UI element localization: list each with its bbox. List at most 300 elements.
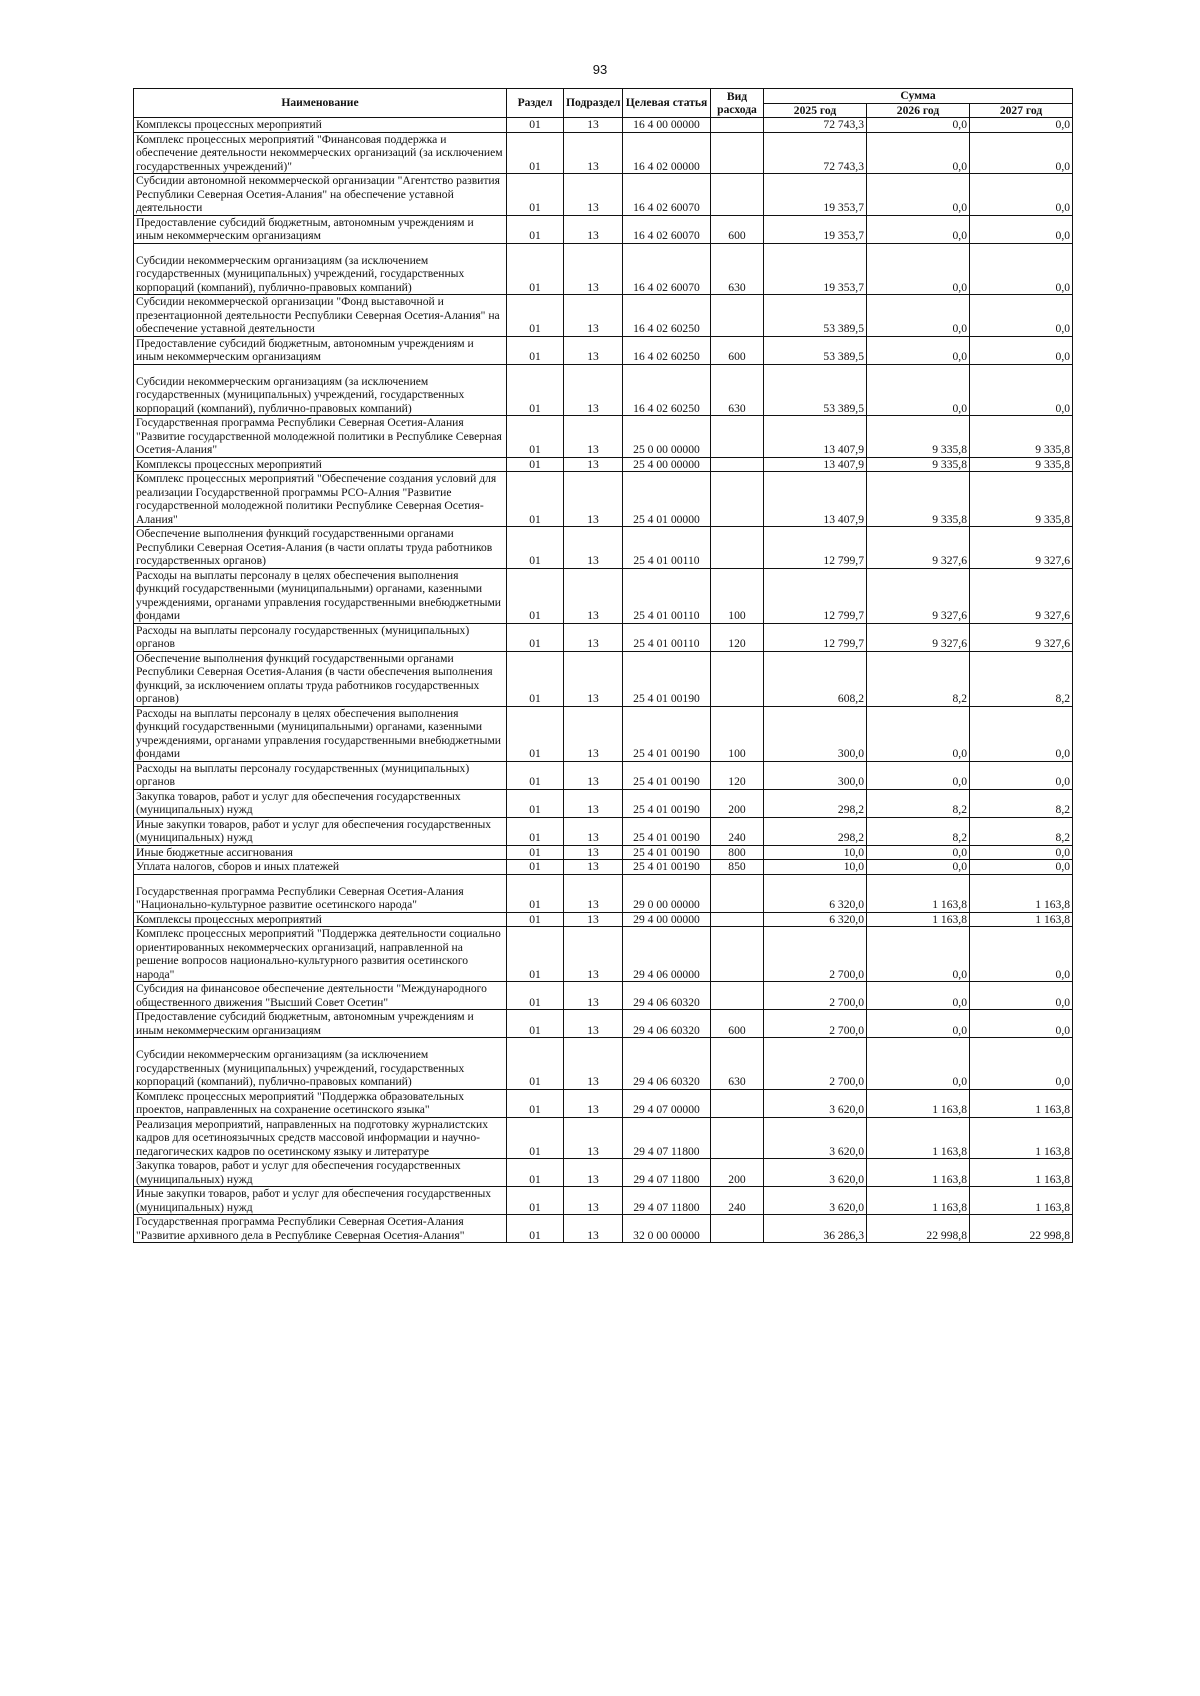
row-2027: 0,0 [970, 132, 1073, 174]
row-name: Комплексы процессных мероприятий [134, 118, 507, 133]
row-vid: 800 [711, 845, 764, 860]
row-2027: 0,0 [970, 336, 1073, 364]
table-row [134, 364, 1073, 416]
row-2027: 9 327,6 [970, 623, 1073, 651]
row-razdel: 01 [507, 457, 564, 472]
row-2025: 12 799,7 [764, 623, 867, 651]
row-razdel: 01 [507, 472, 564, 527]
row-target: 29 0 00 00000 [623, 874, 711, 912]
table-row [134, 912, 1073, 927]
row-name: Комплекс процессных мероприятий "Финансовая поддержка и обеспечение деятельности некоммерческих организаций (за исключением государственных учреждений)" [134, 132, 507, 174]
row-razdel: 01 [507, 364, 564, 416]
row-razdel: 01 [507, 132, 564, 174]
row-2026: 8,2 [867, 789, 970, 817]
row-name: Комплексы процессных мероприятий [134, 457, 507, 472]
row-target: 29 4 07 11800 [623, 1117, 711, 1159]
row-2026: 0,0 [867, 118, 970, 133]
row-vid: 120 [711, 761, 764, 789]
row-target: 16 4 02 60250 [623, 295, 711, 337]
row-target: 25 4 01 00190 [623, 860, 711, 875]
header-2027: 2027 год [970, 103, 1073, 118]
row-2026: 9 335,8 [867, 416, 970, 458]
row-target: 29 4 06 00000 [623, 927, 711, 982]
header-2025: 2025 год [764, 103, 867, 118]
row-razdel: 01 [507, 912, 564, 927]
table-row [134, 982, 1073, 1010]
row-2025: 2 700,0 [764, 1038, 867, 1090]
row-name: Обеспечение выполнения функций государственными органами Республики Северная Осетия-Алания (в части оплаты труда работников государственных органов) [134, 527, 507, 569]
row-name: Субсидии некоммерческим организациям (за исключением государственных (муниципальных) учреждений, государственных корпораций (компаний), публично-правовых компаний) [134, 1038, 507, 1090]
row-2027: 0,0 [970, 706, 1073, 761]
row-target: 32 0 00 00000 [623, 1215, 711, 1243]
row-2026: 0,0 [867, 860, 970, 875]
row-vid [711, 118, 764, 133]
row-razdel: 01 [507, 761, 564, 789]
row-2025: 298,2 [764, 817, 867, 845]
row-2026: 0,0 [867, 174, 970, 216]
row-razdel: 01 [507, 1089, 564, 1117]
table-row [134, 1187, 1073, 1215]
header-vid: Вид расхода [711, 89, 764, 118]
row-podrazdel: 13 [564, 927, 623, 982]
row-razdel: 01 [507, 174, 564, 216]
table-row [134, 118, 1073, 133]
row-target: 29 4 06 60320 [623, 1038, 711, 1090]
row-2025: 6 320,0 [764, 912, 867, 927]
row-razdel: 01 [507, 623, 564, 651]
row-razdel: 01 [507, 1159, 564, 1187]
row-vid: 240 [711, 1187, 764, 1215]
row-podrazdel: 13 [564, 874, 623, 912]
row-2026: 1 163,8 [867, 1159, 970, 1187]
row-target: 16 4 02 60250 [623, 336, 711, 364]
row-podrazdel: 13 [564, 860, 623, 875]
table-row [134, 1159, 1073, 1187]
row-razdel: 01 [507, 243, 564, 295]
row-2025: 72 743,3 [764, 118, 867, 133]
row-name: Государственная программа Республики Северная Осетия-Алания "Развитие архивного дела в Республике Северная Осетия-Алания" [134, 1215, 507, 1243]
row-target: 25 4 01 00110 [623, 527, 711, 569]
row-vid [711, 527, 764, 569]
row-vid: 240 [711, 817, 764, 845]
row-podrazdel: 13 [564, 295, 623, 337]
row-name: Комплексы процессных мероприятий [134, 912, 507, 927]
row-2025: 6 320,0 [764, 874, 867, 912]
table-row [134, 623, 1073, 651]
row-podrazdel: 13 [564, 706, 623, 761]
row-name: Субсидии автономной некоммерческой организации "Агентство развития Республики Северная Осетия-Алания" на обеспечение уставной деятельности [134, 174, 507, 216]
row-vid [711, 295, 764, 337]
row-name: Предоставление субсидий бюджетным, автономным учреждениям и иным некоммерческим организациям [134, 215, 507, 243]
row-target: 29 4 07 00000 [623, 1089, 711, 1117]
row-podrazdel: 13 [564, 174, 623, 216]
row-2026: 0,0 [867, 295, 970, 337]
row-vid [711, 982, 764, 1010]
table-row [134, 527, 1073, 569]
row-2026: 9 327,6 [867, 623, 970, 651]
row-vid: 100 [711, 706, 764, 761]
row-vid: 600 [711, 336, 764, 364]
table-row [134, 336, 1073, 364]
row-podrazdel: 13 [564, 1159, 623, 1187]
row-2027: 0,0 [970, 927, 1073, 982]
row-2027: 9 327,6 [970, 568, 1073, 623]
row-podrazdel: 13 [564, 215, 623, 243]
row-2026: 9 327,6 [867, 568, 970, 623]
row-2027: 0,0 [970, 761, 1073, 789]
table-row [134, 1010, 1073, 1038]
row-2026: 0,0 [867, 215, 970, 243]
row-target: 29 4 00 00000 [623, 912, 711, 927]
row-2027: 1 163,8 [970, 874, 1073, 912]
row-name: Иные бюджетные ассигнования [134, 845, 507, 860]
table-row [134, 457, 1073, 472]
row-2025: 19 353,7 [764, 174, 867, 216]
row-target: 16 4 00 00000 [623, 118, 711, 133]
row-name: Предоставление субсидий бюджетным, автономным учреждениям и иным некоммерческим организациям [134, 1010, 507, 1038]
table-row [134, 789, 1073, 817]
row-2027: 1 163,8 [970, 912, 1073, 927]
row-razdel: 01 [507, 651, 564, 706]
row-razdel: 01 [507, 1187, 564, 1215]
row-vid [711, 874, 764, 912]
row-target: 25 4 01 00190 [623, 789, 711, 817]
row-razdel: 01 [507, 336, 564, 364]
row-vid [711, 927, 764, 982]
row-vid [711, 912, 764, 927]
row-2027: 0,0 [970, 1038, 1073, 1090]
table-row [134, 1117, 1073, 1159]
row-podrazdel: 13 [564, 527, 623, 569]
row-2025: 608,2 [764, 651, 867, 706]
row-2026: 9 335,8 [867, 457, 970, 472]
header-name: Наименование [134, 89, 507, 118]
row-razdel: 01 [507, 706, 564, 761]
row-podrazdel: 13 [564, 845, 623, 860]
row-target: 25 4 01 00110 [623, 568, 711, 623]
row-2025: 2 700,0 [764, 927, 867, 982]
row-2025: 300,0 [764, 761, 867, 789]
row-2027: 0,0 [970, 364, 1073, 416]
row-name: Предоставление субсидий бюджетным, автономным учреждениям и иным некоммерческим организациям [134, 336, 507, 364]
row-2025: 3 620,0 [764, 1159, 867, 1187]
header-podrazdel: Подраздел [564, 89, 623, 118]
row-2027: 9 335,8 [970, 472, 1073, 527]
row-vid: 100 [711, 568, 764, 623]
row-podrazdel: 13 [564, 1038, 623, 1090]
header-celevaya: Целевая статья [623, 89, 711, 118]
row-2027: 1 163,8 [970, 1089, 1073, 1117]
row-target: 29 4 07 11800 [623, 1187, 711, 1215]
row-podrazdel: 13 [564, 568, 623, 623]
row-podrazdel: 13 [564, 364, 623, 416]
row-vid: 630 [711, 364, 764, 416]
table-row [134, 761, 1073, 789]
row-target: 25 4 01 00190 [623, 706, 711, 761]
row-name: Субсидии некоммерческой организации "Фонд выставочной и презентационной деятельности Республики Северная Осетия-Алания" на обеспечение уставной деятельности [134, 295, 507, 337]
row-name: Субсидии некоммерческим организациям (за исключением государственных (муниципальных) учреждений, государственных корпораций (компаний), публично-правовых компаний) [134, 364, 507, 416]
row-2025: 12 799,7 [764, 568, 867, 623]
row-target: 25 4 01 00190 [623, 845, 711, 860]
row-podrazdel: 13 [564, 912, 623, 927]
row-vid: 200 [711, 1159, 764, 1187]
row-target: 29 4 06 60320 [623, 1010, 711, 1038]
row-2026: 0,0 [867, 706, 970, 761]
table-row [134, 215, 1073, 243]
row-2027: 9 335,8 [970, 416, 1073, 458]
table-row [134, 706, 1073, 761]
row-razdel: 01 [507, 982, 564, 1010]
row-vid [711, 1089, 764, 1117]
row-vid [711, 457, 764, 472]
row-podrazdel: 13 [564, 416, 623, 458]
row-podrazdel: 13 [564, 789, 623, 817]
table-row [134, 860, 1073, 875]
row-target: 25 4 00 00000 [623, 457, 711, 472]
row-2027: 8,2 [970, 817, 1073, 845]
row-2025: 2 700,0 [764, 1010, 867, 1038]
row-podrazdel: 13 [564, 1010, 623, 1038]
row-podrazdel: 13 [564, 118, 623, 133]
table-row [134, 243, 1073, 295]
row-2026: 1 163,8 [867, 874, 970, 912]
row-2026: 1 163,8 [867, 1187, 970, 1215]
table-row [134, 1089, 1073, 1117]
row-razdel: 01 [507, 527, 564, 569]
table-row [134, 416, 1073, 458]
row-name: Государственная программа Республики Северная Осетия-Алания "Национально-культурное развитие осетинского народа" [134, 874, 507, 912]
row-vid [711, 1117, 764, 1159]
row-target: 25 4 01 00190 [623, 817, 711, 845]
row-podrazdel: 13 [564, 457, 623, 472]
row-vid [711, 174, 764, 216]
row-target: 25 4 01 00190 [623, 761, 711, 789]
row-vid: 200 [711, 789, 764, 817]
header-2026: 2026 год [867, 103, 970, 118]
row-vid [711, 651, 764, 706]
row-2025: 13 407,9 [764, 472, 867, 527]
row-podrazdel: 13 [564, 336, 623, 364]
row-2027: 1 163,8 [970, 1159, 1073, 1187]
table-row [134, 845, 1073, 860]
row-name: Комплекс процессных мероприятий "Поддержка образовательных проектов, направленных на сохранение осетинского языка" [134, 1089, 507, 1117]
row-2025: 19 353,7 [764, 243, 867, 295]
table-row [134, 132, 1073, 174]
row-2026: 0,0 [867, 243, 970, 295]
row-2027: 0,0 [970, 215, 1073, 243]
row-podrazdel: 13 [564, 817, 623, 845]
row-name: Субсидия на финансовое обеспечение деятельности "Международного общественного движения "Высший Совет Осетин" [134, 982, 507, 1010]
row-2025: 3 620,0 [764, 1089, 867, 1117]
row-2026: 0,0 [867, 336, 970, 364]
table-row [134, 174, 1073, 216]
table-row [134, 1215, 1073, 1243]
row-podrazdel: 13 [564, 243, 623, 295]
row-target: 16 4 02 60250 [623, 364, 711, 416]
header-razdel: Раздел [507, 89, 564, 118]
row-name: Обеспечение выполнения функций государственными органами Республики Северная Осетия-Алания (в части обеспечения выполнения функций, за исключением оплаты труда работников государственных органов) [134, 651, 507, 706]
row-vid: 600 [711, 1010, 764, 1038]
row-2025: 53 389,5 [764, 364, 867, 416]
row-2025: 72 743,3 [764, 132, 867, 174]
row-2025: 53 389,5 [764, 295, 867, 337]
row-2027: 0,0 [970, 845, 1073, 860]
row-2025: 3 620,0 [764, 1187, 867, 1215]
row-name: Расходы на выплаты персоналу государственных (муниципальных) органов [134, 761, 507, 789]
table-row [134, 472, 1073, 527]
row-name: Государственная программа Республики Северная Осетия-Алания "Развитие государственной молодежной политики в Республике Северная Осетия-Алания" [134, 416, 507, 458]
row-target: 29 4 07 11800 [623, 1159, 711, 1187]
row-target: 16 4 02 60070 [623, 215, 711, 243]
row-2025: 36 286,3 [764, 1215, 867, 1243]
row-target: 25 4 01 00110 [623, 623, 711, 651]
row-razdel: 01 [507, 789, 564, 817]
row-2027: 1 163,8 [970, 1117, 1073, 1159]
row-2027: 0,0 [970, 295, 1073, 337]
row-podrazdel: 13 [564, 1215, 623, 1243]
row-podrazdel: 13 [564, 1117, 623, 1159]
row-vid: 630 [711, 1038, 764, 1090]
row-2026: 8,2 [867, 817, 970, 845]
budget-table [133, 88, 1073, 1243]
row-razdel: 01 [507, 1215, 564, 1243]
row-2026: 1 163,8 [867, 1089, 970, 1117]
row-target: 25 0 00 00000 [623, 416, 711, 458]
row-2027: 0,0 [970, 118, 1073, 133]
row-2026: 0,0 [867, 982, 970, 1010]
row-name: Уплата налогов, сборов и иных платежей [134, 860, 507, 875]
table-row [134, 817, 1073, 845]
row-2025: 10,0 [764, 845, 867, 860]
row-razdel: 01 [507, 1038, 564, 1090]
row-2027: 9 327,6 [970, 527, 1073, 569]
row-2027: 8,2 [970, 651, 1073, 706]
row-vid: 850 [711, 860, 764, 875]
row-razdel: 01 [507, 295, 564, 337]
row-2026: 1 163,8 [867, 1117, 970, 1159]
row-2027: 0,0 [970, 982, 1073, 1010]
row-2026: 0,0 [867, 1010, 970, 1038]
row-vid: 120 [711, 623, 764, 651]
row-2025: 300,0 [764, 706, 867, 761]
row-2025: 2 700,0 [764, 982, 867, 1010]
row-name: Расходы на выплаты персоналу в целях обеспечения выполнения функций государственными (муниципальными) органами, казенными учреждениями, органами управления государственными внебюджетными фондами [134, 568, 507, 623]
row-2026: 0,0 [867, 761, 970, 789]
row-razdel: 01 [507, 1010, 564, 1038]
row-2027: 0,0 [970, 243, 1073, 295]
row-target: 16 4 02 60070 [623, 174, 711, 216]
row-name: Реализация мероприятий, направленных на подготовку журналистских кадров для осетиноязычных средств массовой информации и научно-педагогических кадров по осетинскому языку и литературе [134, 1117, 507, 1159]
row-2026: 22 998,8 [867, 1215, 970, 1243]
row-razdel: 01 [507, 860, 564, 875]
row-name: Комплекс процессных мероприятий "Обеспечение создания условий для реализации Государственной программы РСО-Алния "Развитие государственной молодежной политики Республике Северная Осетия-Алания" [134, 472, 507, 527]
header-summa: Сумма [764, 89, 1073, 104]
row-razdel: 01 [507, 215, 564, 243]
table-row [134, 874, 1073, 912]
row-2026: 9 327,6 [867, 527, 970, 569]
row-name: Закупка товаров, работ и услуг для обеспечения государственных (муниципальных) нужд [134, 789, 507, 817]
row-2025: 298,2 [764, 789, 867, 817]
row-2026: 8,2 [867, 651, 970, 706]
row-2027: 1 163,8 [970, 1187, 1073, 1215]
row-2027: 9 335,8 [970, 457, 1073, 472]
row-2025: 3 620,0 [764, 1117, 867, 1159]
row-2025: 13 407,9 [764, 416, 867, 458]
row-target: 16 4 02 00000 [623, 132, 711, 174]
row-vid: 600 [711, 215, 764, 243]
row-name: Иные закупки товаров, работ и услуг для обеспечения государственных (муниципальных) нужд [134, 817, 507, 845]
row-2027: 22 998,8 [970, 1215, 1073, 1243]
row-podrazdel: 13 [564, 761, 623, 789]
row-podrazdel: 13 [564, 1187, 623, 1215]
row-2026: 9 335,8 [867, 472, 970, 527]
row-razdel: 01 [507, 1117, 564, 1159]
row-2026: 0,0 [867, 845, 970, 860]
row-vid [711, 416, 764, 458]
table-body [134, 118, 1073, 1243]
row-2025: 12 799,7 [764, 527, 867, 569]
row-vid [711, 1215, 764, 1243]
row-podrazdel: 13 [564, 651, 623, 706]
row-razdel: 01 [507, 118, 564, 133]
row-razdel: 01 [507, 845, 564, 860]
row-2027: 8,2 [970, 789, 1073, 817]
table-row [134, 1038, 1073, 1090]
row-name: Расходы на выплаты персоналу государственных (муниципальных) органов [134, 623, 507, 651]
row-2027: 0,0 [970, 1010, 1073, 1038]
row-razdel: 01 [507, 817, 564, 845]
header-row-1 [134, 89, 1073, 104]
row-2026: 0,0 [867, 1038, 970, 1090]
row-2025: 10,0 [764, 860, 867, 875]
row-2025: 19 353,7 [764, 215, 867, 243]
row-name: Комплекс процессных мероприятий "Поддержка деятельности социально ориентированных некоммерческих организаций, направленной на решение вопросов национально-культурного развития осетинского народа" [134, 927, 507, 982]
row-target: 25 4 01 00000 [623, 472, 711, 527]
table-row [134, 651, 1073, 706]
row-2026: 0,0 [867, 364, 970, 416]
row-target: 25 4 01 00190 [623, 651, 711, 706]
row-name: Расходы на выплаты персоналу в целях обеспечения выполнения функций государственными (муниципальными) органами, казенными учреждениями, органами управления государственными внебюджетными фондами [134, 706, 507, 761]
row-razdel: 01 [507, 874, 564, 912]
table-row [134, 927, 1073, 982]
row-name: Иные закупки товаров, работ и услуг для обеспечения государственных (муниципальных) нужд [134, 1187, 507, 1215]
row-podrazdel: 13 [564, 623, 623, 651]
row-vid [711, 132, 764, 174]
row-name: Субсидии некоммерческим организациям (за исключением государственных (муниципальных) учреждений, государственных корпораций (компаний), публично-правовых компаний) [134, 243, 507, 295]
row-podrazdel: 13 [564, 132, 623, 174]
row-vid [711, 472, 764, 527]
row-vid: 630 [711, 243, 764, 295]
row-2027: 0,0 [970, 174, 1073, 216]
table-row [134, 295, 1073, 337]
row-name: Закупка товаров, работ и услуг для обеспечения государственных (муниципальных) нужд [134, 1159, 507, 1187]
row-2025: 13 407,9 [764, 457, 867, 472]
row-2026: 0,0 [867, 927, 970, 982]
row-target: 16 4 02 60070 [623, 243, 711, 295]
row-razdel: 01 [507, 927, 564, 982]
row-razdel: 01 [507, 568, 564, 623]
row-2027: 0,0 [970, 860, 1073, 875]
row-target: 29 4 06 60320 [623, 982, 711, 1010]
row-2026: 1 163,8 [867, 912, 970, 927]
row-2025: 53 389,5 [764, 336, 867, 364]
table-row [134, 568, 1073, 623]
row-podrazdel: 13 [564, 1089, 623, 1117]
row-podrazdel: 13 [564, 982, 623, 1010]
row-2026: 0,0 [867, 132, 970, 174]
row-razdel: 01 [507, 416, 564, 458]
row-podrazdel: 13 [564, 472, 623, 527]
